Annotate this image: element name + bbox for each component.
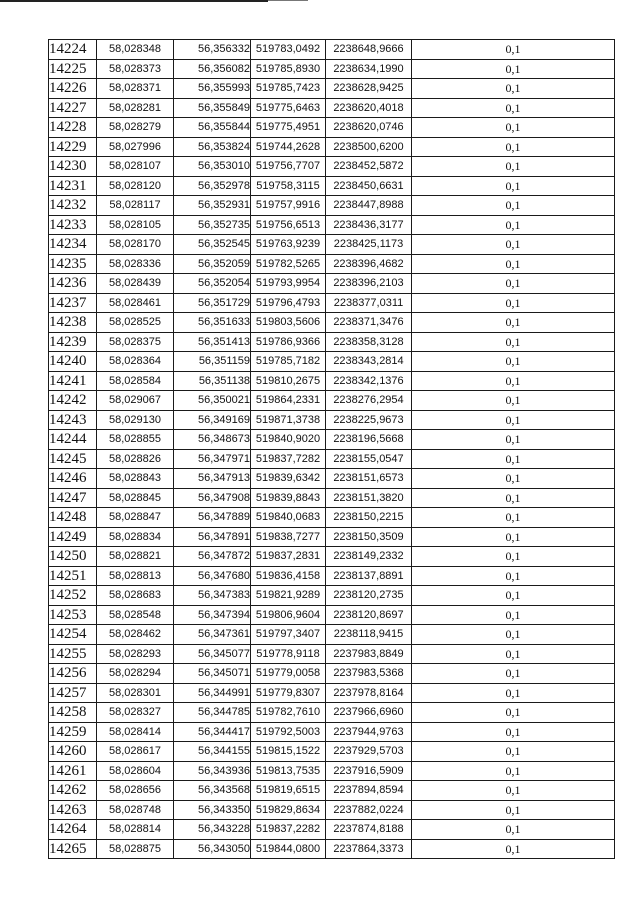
y-coordinate-cell: 2238620,0746	[326, 118, 412, 138]
accuracy-cell: 0,1	[412, 410, 615, 430]
y-coordinate-cell: 2238371,3476	[326, 313, 412, 333]
table-row	[49, 605, 615, 625]
x-coordinate-cell: 519815,1522	[251, 742, 326, 762]
table-row	[49, 742, 615, 762]
latitude-cell: 58,028117	[97, 196, 174, 216]
longitude-cell: 56,343350	[174, 800, 251, 820]
longitude-cell: 56,347680	[174, 566, 251, 586]
coordinates-table	[48, 39, 615, 859]
x-coordinate-cell: 519871,3738	[251, 410, 326, 430]
x-coordinate-cell: 519796,4793	[251, 293, 326, 313]
x-coordinate-cell: 519785,7182	[251, 352, 326, 372]
latitude-cell: 58,028656	[97, 781, 174, 801]
x-coordinate-cell: 519797,3407	[251, 625, 326, 645]
latitude-cell: 58,027996	[97, 137, 174, 157]
x-coordinate-cell: 519840,0683	[251, 508, 326, 528]
point-id-cell: 14258	[49, 703, 97, 723]
y-coordinate-cell: 2238396,2103	[326, 274, 412, 294]
longitude-cell: 56,355844	[174, 118, 251, 138]
point-id-cell: 14261	[49, 761, 97, 781]
x-coordinate-cell: 519756,6513	[251, 215, 326, 235]
latitude-cell: 58,028617	[97, 742, 174, 762]
longitude-cell: 56,344785	[174, 703, 251, 723]
x-coordinate-cell: 519810,2675	[251, 371, 326, 391]
latitude-cell: 58,028834	[97, 527, 174, 547]
latitude-cell: 58,028847	[97, 508, 174, 528]
table-row	[49, 761, 615, 781]
y-coordinate-cell: 2238150,2215	[326, 508, 412, 528]
latitude-cell: 58,028281	[97, 98, 174, 118]
point-id-cell: 14233	[49, 215, 97, 235]
y-coordinate-cell: 2238396,4682	[326, 254, 412, 274]
table-row	[49, 59, 615, 79]
y-coordinate-cell: 2238620,4018	[326, 98, 412, 118]
point-id-cell: 14235	[49, 254, 97, 274]
x-coordinate-cell: 519793,9954	[251, 274, 326, 294]
accuracy-cell: 0,1	[412, 800, 615, 820]
point-id-cell: 14225	[49, 59, 97, 79]
point-id-cell: 14247	[49, 488, 97, 508]
point-id-cell: 14242	[49, 391, 97, 411]
y-coordinate-cell: 2237966,6960	[326, 703, 412, 723]
longitude-cell: 56,347971	[174, 449, 251, 469]
point-id-cell: 14257	[49, 683, 97, 703]
table-row	[49, 430, 615, 450]
x-coordinate-cell: 519803,5606	[251, 313, 326, 333]
latitude-cell: 58,028107	[97, 157, 174, 177]
point-id-cell: 14254	[49, 625, 97, 645]
y-coordinate-cell: 2238155,0547	[326, 449, 412, 469]
y-coordinate-cell: 2237978,8164	[326, 683, 412, 703]
longitude-cell: 56,347872	[174, 547, 251, 567]
accuracy-cell: 0,1	[412, 469, 615, 489]
table-row	[49, 644, 615, 664]
point-id-cell: 14250	[49, 547, 97, 567]
x-coordinate-cell: 519778,9118	[251, 644, 326, 664]
point-id-cell: 14245	[49, 449, 97, 469]
longitude-cell: 56,343228	[174, 820, 251, 840]
x-coordinate-cell: 519785,7423	[251, 79, 326, 99]
table-row	[49, 800, 615, 820]
latitude-cell: 58,028845	[97, 488, 174, 508]
point-id-cell: 14240	[49, 352, 97, 372]
x-coordinate-cell: 519783,0492	[251, 40, 326, 60]
longitude-cell: 56,353010	[174, 157, 251, 177]
table-row	[49, 683, 615, 703]
table-row	[49, 586, 615, 606]
point-id-cell: 14248	[49, 508, 97, 528]
x-coordinate-cell: 519775,6463	[251, 98, 326, 118]
table-row	[49, 566, 615, 586]
table-row	[49, 293, 615, 313]
y-coordinate-cell: 2238149,2332	[326, 547, 412, 567]
point-id-cell: 14253	[49, 605, 97, 625]
y-coordinate-cell: 2238343,2814	[326, 352, 412, 372]
point-id-cell: 14226	[49, 79, 97, 99]
longitude-cell: 56,344991	[174, 683, 251, 703]
y-coordinate-cell: 2238452,5872	[326, 157, 412, 177]
point-id-cell: 14259	[49, 722, 97, 742]
point-id-cell: 14227	[49, 98, 97, 118]
table-row	[49, 391, 615, 411]
y-coordinate-cell: 2237874,8188	[326, 820, 412, 840]
accuracy-cell: 0,1	[412, 59, 615, 79]
point-id-cell: 14252	[49, 586, 97, 606]
latitude-cell: 58,028814	[97, 820, 174, 840]
latitude-cell: 58,028301	[97, 683, 174, 703]
y-coordinate-cell: 2238425,1173	[326, 235, 412, 255]
y-coordinate-cell: 2238225,9673	[326, 410, 412, 430]
x-coordinate-cell: 519839,6342	[251, 469, 326, 489]
table-row	[49, 79, 615, 99]
accuracy-cell: 0,1	[412, 820, 615, 840]
point-id-cell: 14265	[49, 839, 97, 859]
latitude-cell: 58,028548	[97, 605, 174, 625]
accuracy-cell: 0,1	[412, 703, 615, 723]
accuracy-cell: 0,1	[412, 742, 615, 762]
y-coordinate-cell: 2238500,6200	[326, 137, 412, 157]
table-row	[49, 527, 615, 547]
point-id-cell: 14246	[49, 469, 97, 489]
longitude-cell: 56,352735	[174, 215, 251, 235]
latitude-cell: 58,028336	[97, 254, 174, 274]
latitude-cell: 58,028375	[97, 332, 174, 352]
table-row	[49, 703, 615, 723]
latitude-cell: 58,028293	[97, 644, 174, 664]
table-row	[49, 625, 615, 645]
point-id-cell: 14238	[49, 313, 97, 333]
accuracy-cell: 0,1	[412, 781, 615, 801]
table-row	[49, 176, 615, 196]
longitude-cell: 56,343050	[174, 839, 251, 859]
y-coordinate-cell: 2237929,5703	[326, 742, 412, 762]
y-coordinate-cell: 2238137,8891	[326, 566, 412, 586]
table-body	[49, 40, 615, 859]
longitude-cell: 56,344417	[174, 722, 251, 742]
accuracy-cell: 0,1	[412, 488, 615, 508]
y-coordinate-cell: 2238436,3177	[326, 215, 412, 235]
point-id-cell: 14243	[49, 410, 97, 430]
point-id-cell: 14224	[49, 40, 97, 60]
latitude-cell: 58,028821	[97, 547, 174, 567]
accuracy-cell: 0,1	[412, 176, 615, 196]
latitude-cell: 58,028414	[97, 722, 174, 742]
y-coordinate-cell: 2238118,9415	[326, 625, 412, 645]
x-coordinate-cell: 519864,2331	[251, 391, 326, 411]
table-row	[49, 371, 615, 391]
table-row	[49, 274, 615, 294]
y-coordinate-cell: 2238120,2735	[326, 586, 412, 606]
y-coordinate-cell: 2238628,9425	[326, 79, 412, 99]
accuracy-cell: 0,1	[412, 40, 615, 60]
table-row	[49, 352, 615, 372]
y-coordinate-cell: 2238634,1990	[326, 59, 412, 79]
point-id-cell: 14239	[49, 332, 97, 352]
accuracy-cell: 0,1	[412, 274, 615, 294]
table-row	[49, 469, 615, 489]
x-coordinate-cell: 519792,5003	[251, 722, 326, 742]
longitude-cell: 56,355993	[174, 79, 251, 99]
longitude-cell: 56,356332	[174, 40, 251, 60]
latitude-cell: 58,028371	[97, 79, 174, 99]
longitude-cell: 56,353824	[174, 137, 251, 157]
longitude-cell: 56,345077	[174, 644, 251, 664]
x-coordinate-cell: 519829,8634	[251, 800, 326, 820]
accuracy-cell: 0,1	[412, 313, 615, 333]
x-coordinate-cell: 519821,9289	[251, 586, 326, 606]
table-row	[49, 820, 615, 840]
top-rule-faint	[268, 0, 308, 1]
point-id-cell: 14264	[49, 820, 97, 840]
accuracy-cell: 0,1	[412, 839, 615, 859]
table-row	[49, 196, 615, 216]
point-id-cell: 14260	[49, 742, 97, 762]
accuracy-cell: 0,1	[412, 605, 615, 625]
point-id-cell: 14231	[49, 176, 97, 196]
accuracy-cell: 0,1	[412, 664, 615, 684]
x-coordinate-cell: 519840,9020	[251, 430, 326, 450]
latitude-cell: 58,028855	[97, 430, 174, 450]
longitude-cell: 56,344155	[174, 742, 251, 762]
latitude-cell: 58,028439	[97, 274, 174, 294]
x-coordinate-cell: 519839,8843	[251, 488, 326, 508]
x-coordinate-cell: 519757,9916	[251, 196, 326, 216]
accuracy-cell: 0,1	[412, 235, 615, 255]
longitude-cell: 56,347908	[174, 488, 251, 508]
y-coordinate-cell: 2238150,3509	[326, 527, 412, 547]
longitude-cell: 56,347394	[174, 605, 251, 625]
x-coordinate-cell: 519782,5265	[251, 254, 326, 274]
longitude-cell: 56,352545	[174, 235, 251, 255]
point-id-cell: 14228	[49, 118, 97, 138]
accuracy-cell: 0,1	[412, 430, 615, 450]
y-coordinate-cell: 2238120,8697	[326, 605, 412, 625]
longitude-cell: 56,345071	[174, 664, 251, 684]
x-coordinate-cell: 519836,4158	[251, 566, 326, 586]
longitude-cell: 56,343568	[174, 781, 251, 801]
accuracy-cell: 0,1	[412, 722, 615, 742]
x-coordinate-cell: 519779,0058	[251, 664, 326, 684]
accuracy-cell: 0,1	[412, 352, 615, 372]
accuracy-cell: 0,1	[412, 137, 615, 157]
accuracy-cell: 0,1	[412, 527, 615, 547]
table-row	[49, 157, 615, 177]
latitude-cell: 58,028364	[97, 352, 174, 372]
point-id-cell: 14229	[49, 137, 97, 157]
table-row	[49, 410, 615, 430]
table-row	[49, 839, 615, 859]
longitude-cell: 56,347383	[174, 586, 251, 606]
y-coordinate-cell: 2238377,0311	[326, 293, 412, 313]
accuracy-cell: 0,1	[412, 547, 615, 567]
latitude-cell: 58,028604	[97, 761, 174, 781]
point-id-cell: 14232	[49, 196, 97, 216]
latitude-cell: 58,028294	[97, 664, 174, 684]
y-coordinate-cell: 2237983,8849	[326, 644, 412, 664]
accuracy-cell: 0,1	[412, 391, 615, 411]
table-row	[49, 547, 615, 567]
latitude-cell: 58,028170	[97, 235, 174, 255]
point-id-cell: 14249	[49, 527, 97, 547]
table-row	[49, 235, 615, 255]
y-coordinate-cell: 2238447,8988	[326, 196, 412, 216]
x-coordinate-cell: 519819,6515	[251, 781, 326, 801]
longitude-cell: 56,352931	[174, 196, 251, 216]
x-coordinate-cell: 519786,9366	[251, 332, 326, 352]
x-coordinate-cell: 519844,0800	[251, 839, 326, 859]
longitude-cell: 56,352059	[174, 254, 251, 274]
latitude-cell: 58,028327	[97, 703, 174, 723]
latitude-cell: 58,028584	[97, 371, 174, 391]
accuracy-cell: 0,1	[412, 683, 615, 703]
point-id-cell: 14230	[49, 157, 97, 177]
longitude-cell: 56,347889	[174, 508, 251, 528]
table-row	[49, 488, 615, 508]
table-row	[49, 508, 615, 528]
table-row	[49, 118, 615, 138]
longitude-cell: 56,351413	[174, 332, 251, 352]
longitude-cell: 56,348673	[174, 430, 251, 450]
y-coordinate-cell: 2238450,6631	[326, 176, 412, 196]
point-id-cell: 14255	[49, 644, 97, 664]
longitude-cell: 56,352054	[174, 274, 251, 294]
table-row	[49, 137, 615, 157]
longitude-cell: 56,343936	[174, 761, 251, 781]
point-id-cell: 14262	[49, 781, 97, 801]
accuracy-cell: 0,1	[412, 586, 615, 606]
point-id-cell: 14256	[49, 664, 97, 684]
accuracy-cell: 0,1	[412, 196, 615, 216]
latitude-cell: 58,028279	[97, 118, 174, 138]
accuracy-cell: 0,1	[412, 215, 615, 235]
longitude-cell: 56,352978	[174, 176, 251, 196]
latitude-cell: 58,028683	[97, 586, 174, 606]
y-coordinate-cell: 2237983,5368	[326, 664, 412, 684]
latitude-cell: 58,028525	[97, 313, 174, 333]
longitude-cell: 56,351159	[174, 352, 251, 372]
accuracy-cell: 0,1	[412, 508, 615, 528]
accuracy-cell: 0,1	[412, 644, 615, 664]
accuracy-cell: 0,1	[412, 118, 615, 138]
accuracy-cell: 0,1	[412, 449, 615, 469]
y-coordinate-cell: 2237944,9763	[326, 722, 412, 742]
accuracy-cell: 0,1	[412, 293, 615, 313]
x-coordinate-cell: 519782,7610	[251, 703, 326, 723]
accuracy-cell: 0,1	[412, 625, 615, 645]
point-id-cell: 14236	[49, 274, 97, 294]
latitude-cell: 58,028813	[97, 566, 174, 586]
latitude-cell: 58,028826	[97, 449, 174, 469]
y-coordinate-cell: 2238151,6573	[326, 469, 412, 489]
latitude-cell: 58,028120	[97, 176, 174, 196]
x-coordinate-cell: 519779,8307	[251, 683, 326, 703]
y-coordinate-cell: 2237894,8594	[326, 781, 412, 801]
longitude-cell: 56,347891	[174, 527, 251, 547]
table-row	[49, 664, 615, 684]
latitude-cell: 58,028348	[97, 40, 174, 60]
x-coordinate-cell: 519744,2628	[251, 137, 326, 157]
accuracy-cell: 0,1	[412, 79, 615, 99]
table-row	[49, 215, 615, 235]
point-id-cell: 14234	[49, 235, 97, 255]
longitude-cell: 56,356082	[174, 59, 251, 79]
x-coordinate-cell: 519806,9604	[251, 605, 326, 625]
y-coordinate-cell: 2238342,1376	[326, 371, 412, 391]
latitude-cell: 58,028373	[97, 59, 174, 79]
table-row	[49, 313, 615, 333]
table-row	[49, 781, 615, 801]
latitude-cell: 58,028843	[97, 469, 174, 489]
longitude-cell: 56,349169	[174, 410, 251, 430]
point-id-cell: 14263	[49, 800, 97, 820]
longitude-cell: 56,355849	[174, 98, 251, 118]
x-coordinate-cell: 519837,7282	[251, 449, 326, 469]
table-row	[49, 98, 615, 118]
x-coordinate-cell: 519763,9239	[251, 235, 326, 255]
point-id-cell: 14244	[49, 430, 97, 450]
x-coordinate-cell: 519838,7277	[251, 527, 326, 547]
y-coordinate-cell: 2238358,3128	[326, 332, 412, 352]
longitude-cell: 56,347913	[174, 469, 251, 489]
accuracy-cell: 0,1	[412, 761, 615, 781]
y-coordinate-cell: 2238151,3820	[326, 488, 412, 508]
latitude-cell: 58,029130	[97, 410, 174, 430]
x-coordinate-cell: 519837,2831	[251, 547, 326, 567]
x-coordinate-cell: 519756,7707	[251, 157, 326, 177]
accuracy-cell: 0,1	[412, 371, 615, 391]
x-coordinate-cell: 519758,3115	[251, 176, 326, 196]
longitude-cell: 56,347361	[174, 625, 251, 645]
y-coordinate-cell: 2238648,9666	[326, 40, 412, 60]
accuracy-cell: 0,1	[412, 332, 615, 352]
latitude-cell: 58,028461	[97, 293, 174, 313]
accuracy-cell: 0,1	[412, 566, 615, 586]
y-coordinate-cell: 2237864,3373	[326, 839, 412, 859]
latitude-cell: 58,028748	[97, 800, 174, 820]
point-id-cell: 14241	[49, 371, 97, 391]
accuracy-cell: 0,1	[412, 254, 615, 274]
y-coordinate-cell: 2238276,2954	[326, 391, 412, 411]
longitude-cell: 56,351633	[174, 313, 251, 333]
longitude-cell: 56,350021	[174, 391, 251, 411]
top-rule	[0, 0, 268, 2]
point-id-cell: 14237	[49, 293, 97, 313]
longitude-cell: 56,351138	[174, 371, 251, 391]
accuracy-cell: 0,1	[412, 157, 615, 177]
accuracy-cell: 0,1	[412, 98, 615, 118]
x-coordinate-cell: 519775,4951	[251, 118, 326, 138]
x-coordinate-cell: 519813,7535	[251, 761, 326, 781]
table-row	[49, 332, 615, 352]
y-coordinate-cell: 2237882,0224	[326, 800, 412, 820]
point-id-cell: 14251	[49, 566, 97, 586]
y-coordinate-cell: 2237916,5909	[326, 761, 412, 781]
x-coordinate-cell: 519785,8930	[251, 59, 326, 79]
latitude-cell: 58,029067	[97, 391, 174, 411]
latitude-cell: 58,028462	[97, 625, 174, 645]
table-row	[49, 722, 615, 742]
latitude-cell: 58,028875	[97, 839, 174, 859]
table-row	[49, 40, 615, 60]
longitude-cell: 56,351729	[174, 293, 251, 313]
x-coordinate-cell: 519837,2282	[251, 820, 326, 840]
table-row	[49, 254, 615, 274]
y-coordinate-cell: 2238196,5668	[326, 430, 412, 450]
latitude-cell: 58,028105	[97, 215, 174, 235]
table-row	[49, 449, 615, 469]
